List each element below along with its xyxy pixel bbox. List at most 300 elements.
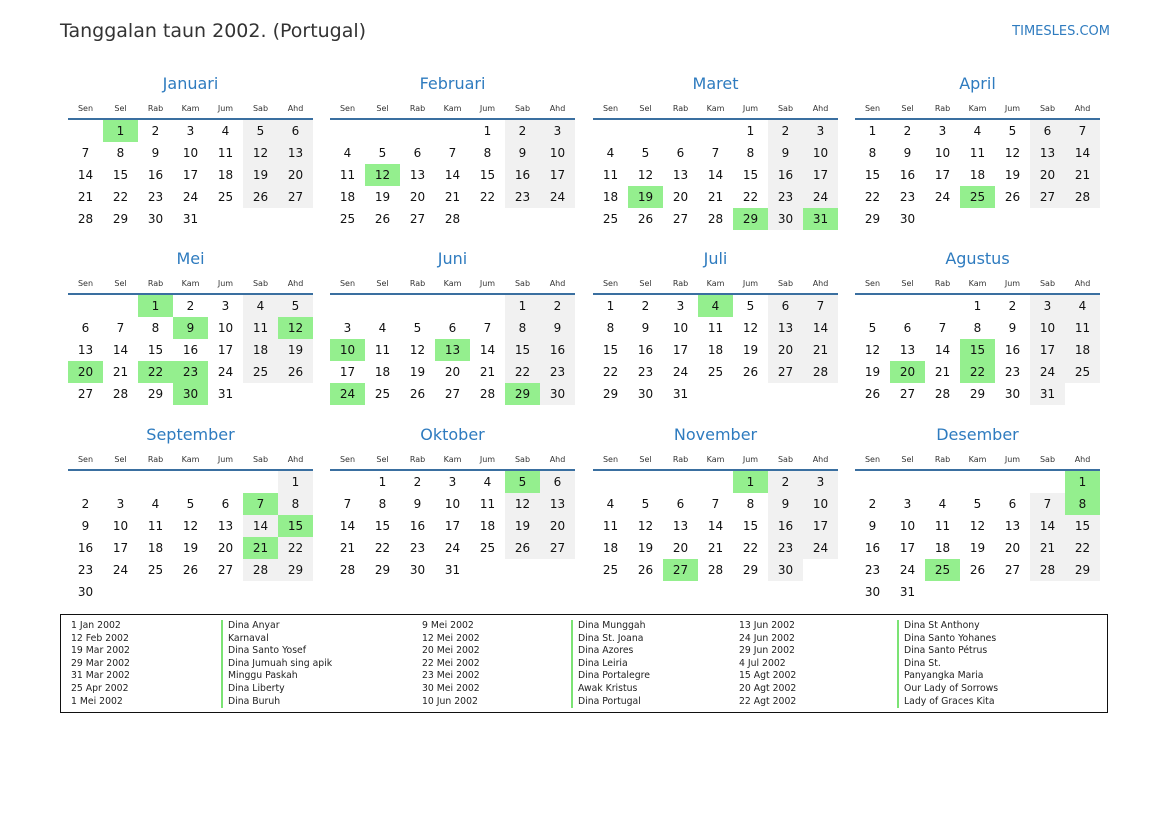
legend-date: 20 Mei 2002	[422, 645, 480, 657]
legend-date: 29 Jun 2002	[739, 645, 795, 657]
day-cell: 14	[112, 343, 129, 357]
day-cell: 30	[899, 212, 916, 226]
weekend-day-cell: 10	[540, 142, 575, 164]
day-cell: 22	[374, 541, 391, 555]
weekend-day-cell: 16	[768, 164, 803, 186]
week-row	[68, 493, 313, 515]
weekday-label: Ahd	[1074, 104, 1091, 113]
weekend-day-cell: 21	[1030, 537, 1065, 559]
empty-day-cell	[138, 581, 173, 603]
day-cell: 15	[602, 343, 619, 357]
day-cell: 11	[339, 168, 356, 182]
week-row	[330, 164, 575, 186]
weekday-label: Jum	[479, 279, 496, 288]
weekend-day-cell: 4	[1065, 295, 1100, 317]
day-cell: 18	[602, 541, 619, 555]
day-cell: 3	[676, 299, 685, 313]
weekend-day-cell: 22	[505, 361, 540, 383]
day-cell: 21	[112, 365, 129, 379]
empty-day-cell	[925, 295, 960, 317]
weekday-label: Kam	[181, 455, 200, 464]
day-cell: 12	[637, 168, 654, 182]
day-cell: 7	[483, 321, 492, 335]
day-cell: 2	[868, 497, 877, 511]
legend-date: 22 Mei 2002	[422, 657, 480, 669]
month-februari	[330, 74, 575, 230]
weekday-label: Jum	[217, 104, 234, 113]
weekday-label: Ahd	[287, 279, 304, 288]
day-cell: 18	[339, 190, 356, 204]
day-cell: 2	[1008, 299, 1017, 313]
day-cell: 31	[217, 387, 234, 401]
day-cell: 5	[746, 299, 755, 313]
legend-holiday-name: Panyangka Maria	[897, 670, 998, 683]
day-cell: 20	[1004, 541, 1021, 555]
day-cell: 16	[77, 541, 94, 555]
weekend-day-cell: 10	[1030, 317, 1065, 339]
empty-day-cell	[103, 581, 138, 603]
day-cell: 9	[903, 146, 912, 160]
day-cell: 12	[409, 343, 426, 357]
weekend-day-cell: 10	[803, 142, 838, 164]
weekend-day-cell: 13	[540, 493, 575, 515]
day-cell: 27	[899, 387, 916, 401]
weekday-label: Ahd	[549, 279, 566, 288]
day-cell: 12	[742, 321, 759, 335]
empty-day-cell	[890, 295, 925, 317]
weekday-label: Ahd	[812, 279, 829, 288]
weekday-label: Sab	[777, 279, 794, 288]
legend-holiday-name: Dina Anyar	[221, 620, 332, 633]
week-row	[68, 208, 313, 230]
weekday-label: Rab	[672, 279, 689, 288]
empty-day-cell	[855, 471, 890, 493]
holiday-day-cell: 1	[138, 295, 173, 317]
week-row	[593, 559, 838, 581]
weekday-label: Sab	[252, 279, 269, 288]
day-cell: 14	[339, 519, 356, 533]
day-cell: 24	[934, 190, 951, 204]
weekend-day-cell: 2	[505, 120, 540, 142]
weekday-label: Rab	[409, 279, 426, 288]
day-cell: 19	[182, 541, 199, 555]
day-cell: 8	[151, 321, 160, 335]
weekday-label: Sel	[901, 104, 914, 113]
week-row	[330, 537, 575, 559]
day-cell: 3	[186, 124, 195, 138]
day-cell: 30	[77, 585, 94, 599]
weekday-label: Sel	[639, 104, 652, 113]
day-cell: 27	[1004, 563, 1021, 577]
weekend-day-cell: 18	[1065, 339, 1100, 361]
week-row	[855, 186, 1100, 208]
holiday-day-cell: 15	[960, 339, 995, 361]
legend-date: 25 Apr 2002	[71, 682, 129, 694]
holiday-day-cell: 1	[1065, 471, 1100, 493]
week-row	[68, 317, 313, 339]
empty-day-cell	[208, 471, 243, 493]
week-row	[330, 471, 575, 493]
weekend-day-cell: 21	[1065, 164, 1100, 186]
day-cell: 22	[479, 190, 496, 204]
empty-day-cell	[208, 208, 243, 230]
weekday-label: Sen	[339, 279, 356, 288]
day-cell: 6	[221, 497, 230, 511]
weekend-day-cell: 25	[243, 361, 278, 383]
weekend-day-cell: 27	[278, 186, 313, 208]
legend-date: 20 Agt 2002	[739, 682, 797, 694]
legend-date: 31 Mar 2002	[71, 670, 130, 682]
weekend-day-cell: 22	[278, 537, 313, 559]
week-row	[855, 142, 1100, 164]
empty-day-cell	[173, 471, 208, 493]
weekend-day-cell: 13	[768, 317, 803, 339]
weekday-label: Ahd	[549, 104, 566, 113]
weekday-label: Jum	[1004, 279, 1021, 288]
legend-names-column	[221, 620, 332, 708]
empty-day-cell	[505, 559, 540, 581]
holiday-day-cell: 29	[505, 383, 540, 405]
legend-date: 12 Mei 2002	[422, 632, 480, 644]
empty-day-cell	[698, 120, 733, 142]
weekday-label: Ahd	[812, 455, 829, 464]
day-cell: 28	[707, 563, 724, 577]
day-cell: 16	[864, 541, 881, 555]
weekend-day-cell: 28	[803, 361, 838, 383]
weekend-day-cell: 20	[768, 339, 803, 361]
weekend-day-cell: 3	[540, 120, 575, 142]
empty-day-cell	[925, 471, 960, 493]
legend-holiday-name: Awak Kristus	[571, 683, 650, 696]
month-juni	[330, 249, 575, 405]
legend-names-column	[897, 620, 998, 708]
day-cell: 8	[746, 146, 755, 160]
empty-day-cell	[330, 471, 365, 493]
day-cell: 10	[672, 321, 689, 335]
weekend-day-cell: 26	[278, 361, 313, 383]
weekend-day-cell: 11	[243, 317, 278, 339]
day-cell: 16	[147, 168, 164, 182]
day-cell: 25	[147, 563, 164, 577]
weekday-label: Rab	[147, 104, 164, 113]
week-row	[855, 339, 1100, 361]
empty-day-cell	[995, 581, 1030, 603]
day-cell: 6	[676, 146, 685, 160]
legend-holiday-name: Dina Leiria	[571, 658, 650, 671]
day-cell: 21	[479, 365, 496, 379]
day-cell: 7	[81, 146, 90, 160]
legend-date: 22 Agt 2002	[739, 695, 797, 707]
weekend-day-cell: 12	[505, 493, 540, 515]
day-cell: 19	[1004, 168, 1021, 182]
weekend-day-cell: 23	[768, 537, 803, 559]
weekend-day-cell: 6	[1030, 120, 1065, 142]
holiday-day-cell: 25	[960, 186, 995, 208]
day-cell: 25	[479, 541, 496, 555]
day-cell: 2	[641, 299, 650, 313]
holiday-day-cell: 20	[68, 361, 103, 383]
holiday-day-cell: 20	[890, 361, 925, 383]
legend-date: 10 Jun 2002	[422, 695, 478, 707]
empty-day-cell	[68, 471, 103, 493]
day-cell: 31	[182, 212, 199, 226]
day-cell: 16	[409, 519, 426, 533]
weekend-day-cell: 6	[540, 471, 575, 493]
weekday-label: Ahd	[287, 455, 304, 464]
empty-day-cell	[68, 120, 103, 142]
day-cell: 3	[903, 497, 912, 511]
day-cell: 2	[186, 299, 195, 313]
day-cell: 15	[147, 343, 164, 357]
weekend-day-cell: 30	[768, 208, 803, 230]
weekend-day-cell: 16	[540, 339, 575, 361]
day-cell: 7	[711, 497, 720, 511]
day-cell: 19	[637, 541, 654, 555]
weekend-day-cell: 23	[768, 186, 803, 208]
weekday-label: Sen	[602, 455, 619, 464]
empty-day-cell	[138, 471, 173, 493]
weekday-label: Sab	[514, 279, 531, 288]
legend-holiday-name: Dina Santo Pétrus	[897, 645, 998, 658]
day-cell: 16	[637, 343, 654, 357]
weekend-day-cell: 18	[243, 339, 278, 361]
day-cell: 10	[112, 519, 129, 533]
week-row	[593, 164, 838, 186]
day-cell: 24	[112, 563, 129, 577]
weekday-label: Sab	[252, 455, 269, 464]
holiday-day-cell: 25	[925, 559, 960, 581]
weekday-label: Sab	[777, 104, 794, 113]
day-cell: 29	[742, 563, 759, 577]
weekday-label: Sel	[376, 279, 389, 288]
day-cell: 6	[903, 321, 912, 335]
weekday-header	[855, 269, 1100, 295]
day-cell: 28	[444, 212, 461, 226]
day-cell: 23	[864, 563, 881, 577]
weekend-day-cell: 9	[768, 493, 803, 515]
calendar-grid	[68, 0, 1108, 610]
weekday-label: Jum	[1004, 104, 1021, 113]
day-cell: 13	[672, 519, 689, 533]
weekend-day-cell: 17	[1030, 339, 1065, 361]
day-cell: 11	[217, 146, 234, 160]
weekend-day-cell: 3	[1030, 295, 1065, 317]
empty-day-cell	[365, 295, 400, 317]
weekday-header	[593, 269, 838, 295]
weekday-label: Kam	[968, 104, 987, 113]
empty-day-cell	[960, 581, 995, 603]
day-cell: 17	[672, 343, 689, 357]
empty-day-cell	[68, 295, 103, 317]
day-cell: 4	[378, 321, 387, 335]
month-mei	[68, 249, 313, 405]
weekday-label: Sab	[1039, 104, 1056, 113]
empty-day-cell	[470, 295, 505, 317]
holiday-day-cell: 22	[960, 361, 995, 383]
legend-date: 24 Jun 2002	[739, 632, 795, 644]
legend-date: 9 Mei 2002	[422, 620, 474, 631]
day-cell: 4	[221, 124, 230, 138]
day-cell: 23	[77, 563, 94, 577]
week-row	[68, 361, 313, 383]
empty-day-cell	[330, 295, 365, 317]
holiday-day-cell: 5	[505, 471, 540, 493]
day-cell: 6	[1008, 497, 1017, 511]
day-cell: 26	[637, 212, 654, 226]
holiday-day-cell: 7	[243, 493, 278, 515]
weekend-day-cell: 2	[768, 471, 803, 493]
weekday-label: Sel	[114, 279, 127, 288]
legend-holiday-name: Dina Jumuah sing apik	[221, 658, 332, 671]
day-cell: 11	[147, 519, 164, 533]
day-cell: 8	[868, 146, 877, 160]
day-cell: 29	[374, 563, 391, 577]
weekend-day-cell: 16	[768, 515, 803, 537]
weekend-day-cell: 14	[1065, 142, 1100, 164]
legend-dates-column	[422, 620, 480, 708]
day-cell: 28	[112, 387, 129, 401]
weekday-label: Sen	[864, 104, 881, 113]
week-row	[68, 295, 313, 317]
weekday-label: Rab	[409, 455, 426, 464]
legend-date: 19 Mar 2002	[71, 645, 130, 657]
weekday-label: Sel	[901, 279, 914, 288]
month-title: Juni	[437, 249, 468, 268]
day-cell: 12	[969, 519, 986, 533]
weekend-day-cell: 14	[1030, 515, 1065, 537]
day-cell: 22	[742, 541, 759, 555]
weekday-label: Rab	[934, 279, 951, 288]
week-row	[593, 361, 838, 383]
weekday-label: Jum	[479, 104, 496, 113]
weekend-day-cell: 29	[1065, 559, 1100, 581]
day-cell: 29	[864, 212, 881, 226]
day-cell: 23	[1004, 365, 1021, 379]
day-cell: 5	[378, 146, 387, 160]
day-cell: 4	[973, 124, 982, 138]
weekend-day-cell: 24	[803, 537, 838, 559]
week-row	[68, 537, 313, 559]
day-cell: 28	[479, 387, 496, 401]
weekday-label: Sel	[639, 455, 652, 464]
empty-day-cell	[1065, 581, 1100, 603]
day-cell: 1	[746, 124, 755, 138]
day-cell: 12	[637, 519, 654, 533]
month-oktober	[330, 425, 575, 581]
weekday-label: Sen	[864, 279, 881, 288]
day-cell: 4	[606, 497, 615, 511]
week-row	[593, 186, 838, 208]
month-title: Januari	[162, 74, 219, 93]
empty-day-cell	[698, 383, 733, 405]
week-row	[855, 493, 1100, 515]
holiday-day-cell: 27	[663, 559, 698, 581]
day-cell: 17	[217, 343, 234, 357]
weekend-day-cell: 28	[1065, 186, 1100, 208]
weekday-header	[68, 269, 313, 295]
weekend-day-cell: 25	[1065, 361, 1100, 383]
week-row	[593, 317, 838, 339]
week-row	[68, 120, 313, 142]
week-row	[68, 559, 313, 581]
weekday-label: Kam	[181, 279, 200, 288]
weekday-label: Ahd	[287, 104, 304, 113]
empty-day-cell	[995, 208, 1030, 230]
weekend-day-cell: 7	[1030, 493, 1065, 515]
day-cell: 4	[938, 497, 947, 511]
month-november	[593, 425, 838, 581]
month-maret	[593, 74, 838, 230]
weekday-label: Kam	[443, 104, 462, 113]
day-cell: 8	[116, 146, 125, 160]
day-cell: 18	[707, 343, 724, 357]
week-row	[855, 164, 1100, 186]
weekday-label: Sel	[376, 455, 389, 464]
weekday-label: Sel	[114, 104, 127, 113]
day-cell: 11	[934, 519, 951, 533]
day-cell: 30	[147, 212, 164, 226]
weekend-day-cell: 14	[243, 515, 278, 537]
day-cell: 30	[864, 585, 881, 599]
legend-dates-column	[739, 620, 796, 708]
day-cell: 9	[151, 146, 160, 160]
day-cell: 14	[479, 343, 496, 357]
day-cell: 21	[707, 190, 724, 204]
weekday-label: Jum	[217, 279, 234, 288]
legend-date: 30 Mei 2002	[422, 682, 480, 694]
month-title: Oktober	[420, 425, 485, 444]
day-cell: 29	[112, 212, 129, 226]
week-row	[593, 208, 838, 230]
weekend-day-cell: 27	[1030, 186, 1065, 208]
empty-day-cell	[470, 208, 505, 230]
weekend-day-cell: 5	[278, 295, 313, 317]
holiday-day-cell: 10	[330, 339, 365, 361]
day-cell: 15	[374, 519, 391, 533]
day-cell: 26	[742, 365, 759, 379]
weekend-day-cell: 10	[803, 493, 838, 515]
day-cell: 18	[934, 541, 951, 555]
weekend-day-cell: 24	[803, 186, 838, 208]
site-link[interactable]: TIMESLES.COM	[1012, 24, 1110, 39]
month-september	[68, 425, 313, 603]
day-cell: 6	[81, 321, 90, 335]
day-cell: 5	[641, 146, 650, 160]
month-title: Maret	[692, 74, 739, 93]
day-cell: 19	[742, 343, 759, 357]
holiday-day-cell: 30	[173, 383, 208, 405]
weekday-label: Kam	[443, 279, 462, 288]
weekday-label: Sen	[602, 279, 619, 288]
holiday-day-cell: 22	[138, 361, 173, 383]
weekday-label: Kam	[181, 104, 200, 113]
day-cell: 13	[1004, 519, 1021, 533]
day-cell: 26	[182, 563, 199, 577]
day-cell: 11	[479, 497, 496, 511]
holiday-day-cell: 24	[330, 383, 365, 405]
legend-holiday-name: Dina Buruh	[221, 696, 332, 709]
legend-date: 13 Jun 2002	[739, 620, 795, 631]
legend-holiday-name: Dina Santo Yosef	[221, 645, 332, 658]
weekend-day-cell: 21	[803, 339, 838, 361]
holiday-day-cell: 23	[173, 361, 208, 383]
week-row	[330, 515, 575, 537]
weekday-label: Rab	[672, 455, 689, 464]
day-cell: 11	[969, 146, 986, 160]
weekend-day-cell: 20	[278, 164, 313, 186]
holiday-day-cell: 12	[278, 317, 313, 339]
week-row	[855, 383, 1100, 405]
